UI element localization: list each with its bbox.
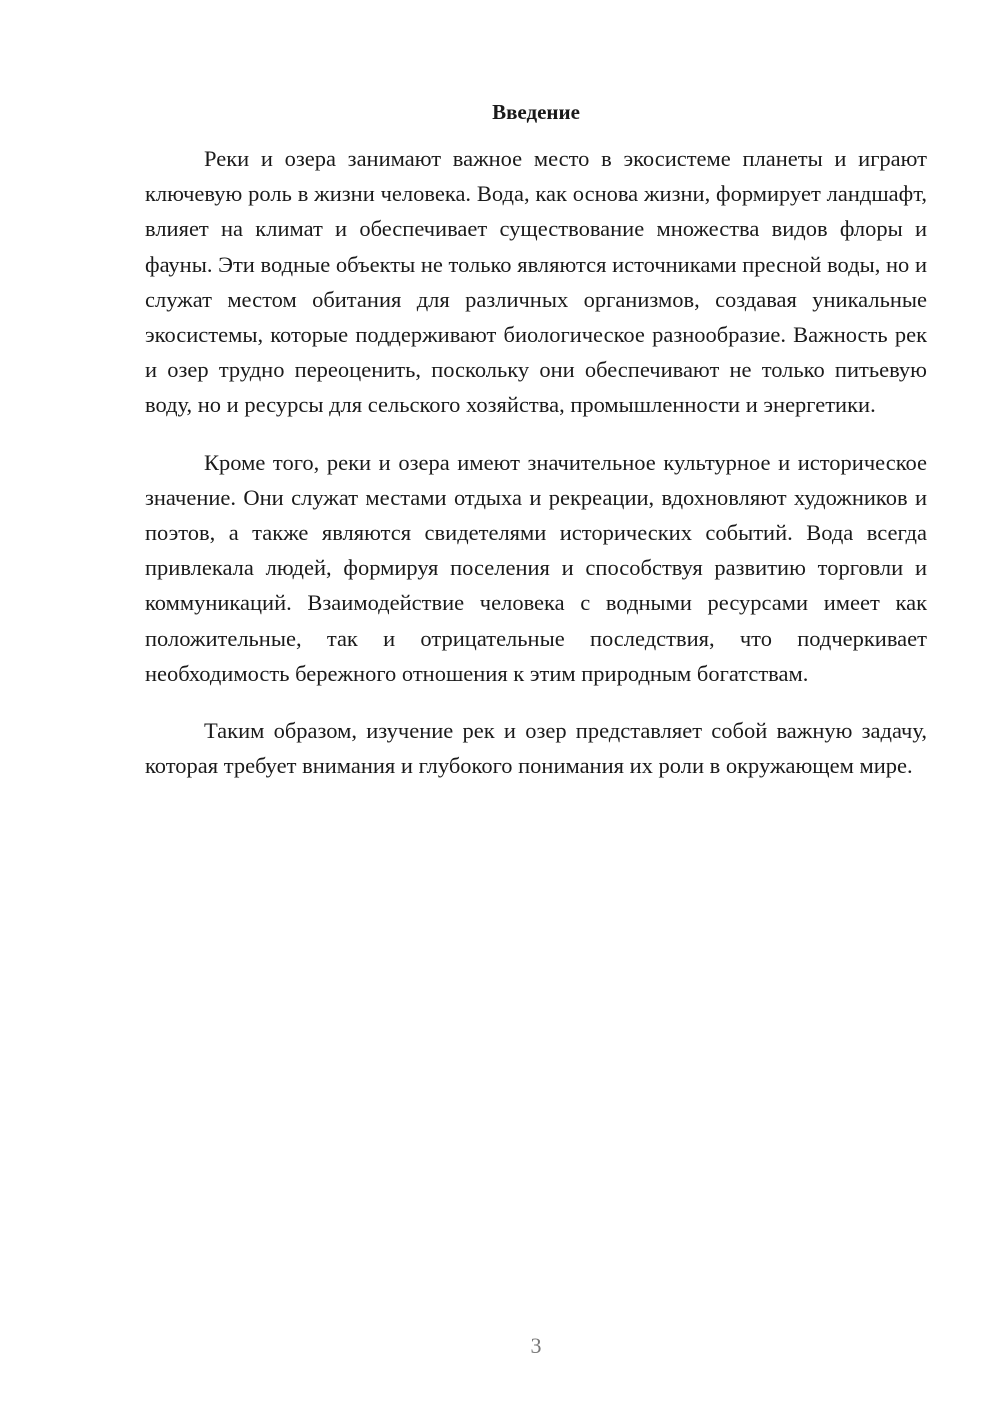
paragraph-3: Таким образом, изучение рек и озер представляет собой важную задачу, которая требует внимания и глубокого понимания их роли в окружающем мире. bbox=[145, 718, 927, 779]
body-text bbox=[145, 141, 927, 805]
paragraph-2: Кроме того, реки и озера имеют значительное культурное и историческое значение. Они служат местами отдыха и рекреации, вдохновляют художников и поэтов, а также являются свидетелями исторических событий. Вода всегда привлекала людей, формируя поселения и способствуя развитию торговли и коммуникаций. Взаимодействие человека с водными ресурсами имеет как положительные, так и отрицательные последствия, что подчеркивает необходимость бережного отношения к этим природным богатствам. bbox=[145, 449, 927, 686]
section-heading: Введение bbox=[492, 100, 580, 124]
paragraph-1: Реки и озера занимают важное место в экосистеме планеты и играют ключевую роль в жизни человека. Вода, как основа жизни, формирует ландшафт, влияет на климат и обеспечивает существование множества видов флоры и фауны. Эти водные объекты не только являются источниками пресной воды, но и служат местом обитания для различных организмов, создавая уникальные экосистемы, которые поддерживают биологическое разнообразие. Важность рек и озер трудно переоценить, поскольку они обеспечивают не только питьевую воду, но и ресурсы для сельского хозяйства, промышленности и энергетики. bbox=[145, 146, 927, 418]
page-number: 3 bbox=[530, 1333, 542, 1358]
